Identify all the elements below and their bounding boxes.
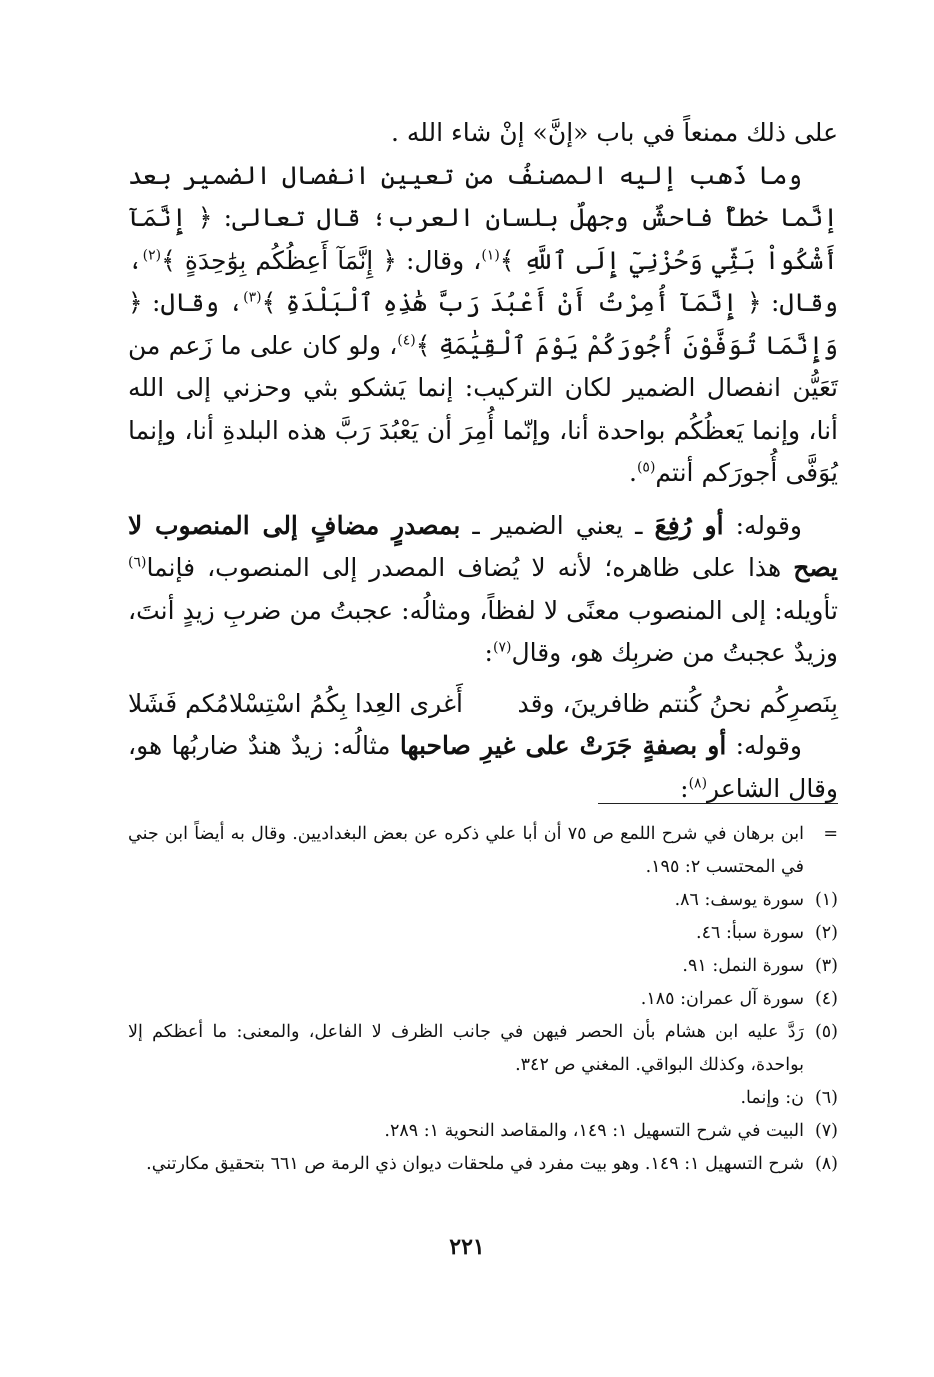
text-span: تأويله: إلى المنصوب معنًى لا لفظاً، ومثالُه: عجبتُ من ضربِ زيدٍ أنتَ، وزيدٌ عجبتُ من ضربِك هو، وقال [128, 595, 838, 667]
quoted-term: أو بصفةٍ جَرَتْ على غيرِ صاحبها [399, 731, 727, 760]
footnote-number: (٨) [814, 1154, 838, 1174]
footnote-text: ابن برهان في شرح اللمع ص ٧٥ أن أبا علي ذكره عن بعض البغداديين. وقال به أيضاً ابن جني في المحتسب ٢: ١٩٥. [128, 824, 804, 877]
footnote-number: (١) [814, 890, 838, 910]
footnote-ref[interactable]: (٤) [397, 332, 416, 349]
footnote-number: (٥) [814, 1022, 838, 1042]
text-span: . [629, 458, 637, 487]
footnote [128, 1016, 838, 1082]
footnote-number: = [823, 824, 838, 844]
paragraph-1 [128, 112, 838, 155]
text-span: وقوله: [726, 731, 802, 760]
text-span: ، وقال: ﴿ وَإِنَّمَا تُوَفَّوْنَ أُجُورَكُمْ يَوْمَ ٱلْقِيَٰمَةِ ﴾ [128, 288, 838, 360]
footnote-number: (٣) [814, 956, 838, 976]
text-span: ، وقال: ﴿ إِنَّمَآ أَعِظُكُم بِوَٰحِدَةٍ ﴾ [161, 245, 482, 275]
footnote-ref[interactable]: (٧) [492, 639, 512, 656]
footnote-number: (٤) [814, 989, 838, 1009]
footnote-text: شرح التسهيل ١: ١٤٩. وهو بيت مفرد في ملحقات ديوان ذي الرمة ص ٦٦١ بتحقيق مكارتني. [146, 1154, 804, 1174]
quoted-term: أو رُفِعَ [654, 510, 724, 540]
footnote-ref[interactable]: (١) [481, 247, 500, 264]
footnote-text: سورة آل عمران: ١٨٥. [640, 989, 804, 1009]
verse-first-hemistich: بِنَصرِكُم نحنُ كُنتم ظافرينَ، وقد [517, 688, 838, 718]
text-span: هذا على ظاهره؛ لأنه لا يُضاف المصدر إلى المنصوب، فإنما [146, 553, 794, 582]
text-span: ، ولو كان على ما زَعم من تَعَيُّن انفصال الضمير لكان التركيب: إنما يَشكو بثي وحزني إلى الله أنا، وإنما يَعظُكُم بواحدة أنا، وإنّما أُمِرَ أن يَعْبُدَ رَبَّ هذه البلدةِ أنا، وإنما يُوَفَّى أُجورَكم أنتم [128, 330, 838, 487]
text-span: : [680, 773, 689, 803]
footnote-text: رَدَّ عليه ابن هشام بأن الحصر فيهن في جانب الظرف لا الفاعل، والمعنى: ما أعظكم إلا بواحدة، وكذلك البواقي. المغني ص ٣٤٢. [128, 1022, 804, 1075]
footnote-number: (٢) [814, 923, 838, 943]
paragraph-3 [128, 505, 838, 675]
footnote-number: (٦) [814, 1088, 838, 1108]
footnote-text: البيت في شرح التسهيل ١: ١٤٩، والمقاصد النحوية ١: ٢٨٩. [384, 1121, 804, 1141]
paragraph-2 [128, 155, 838, 495]
footnote [128, 917, 838, 950]
footnote-text: سورة سبأ: ٤٦. [695, 923, 804, 943]
footnote [128, 1148, 838, 1181]
text-span: : [484, 638, 493, 667]
footnote [128, 818, 838, 884]
text-span: وقوله: [723, 510, 802, 540]
footnote-ref[interactable]: (٨) [688, 775, 708, 792]
text-span: مثالُه: زيدٌ هندٌ ضاربُها هو، وقال الشاعر [128, 731, 838, 803]
page-number: ٢٢١ [449, 1234, 485, 1260]
footnote-text: ن: وإنما. [740, 1088, 804, 1108]
text-span: وما ذَهب إليه المصنفُ من تعيين انفصال الضمير بعد إنَّما خطأٌ فاحشٌ وجهلٌ بلسان العرب؛ قال تعالى: ﴿ إِنَّمَآ أَشْكُواْ بَثِّي وَحُزْنِيٓ إِلَى ٱللَّهِ ﴾ [128, 160, 838, 275]
main-text [128, 112, 838, 810]
verse-second-hemistich: أَغرى العِدا بِكُمُ اسْتِسْلامُكم فَشَلا [128, 688, 463, 718]
footnote-text: سورة يوسف: ٨٦. [674, 890, 804, 910]
footnote-ref[interactable]: (٢) [142, 247, 162, 264]
footnote-ref[interactable]: (٣) [243, 289, 262, 306]
footnote [128, 950, 838, 983]
footnote [128, 983, 838, 1016]
text-span: ـ يعني الضمير ـ [460, 510, 655, 540]
paragraph-4 [128, 725, 838, 810]
footnote-number: (٧) [814, 1121, 838, 1141]
poetry-verse [128, 683, 838, 726]
footnote [128, 1115, 838, 1148]
text-span: على ذلك ممنعاً في باب «إنَّ» إنْ شاء الله . [390, 118, 838, 147]
footnote-text: سورة النمل: ٩١. [682, 956, 804, 976]
footnote-ref[interactable]: (٥) [636, 459, 656, 476]
footnote-divider [598, 803, 838, 804]
footnote-ref[interactable]: (٦) [128, 554, 147, 571]
text-span: ، وقال: ﴿ إِنَّمَآ أُمِرْتُ أَنْ أَعْبُدَ رَبَّ هَٰذِهِ ٱلْبَلْدَةِ ﴾ [128, 245, 839, 317]
footnote [128, 884, 838, 917]
footnote [128, 1082, 838, 1115]
footnotes [128, 818, 838, 1181]
quoted-term: بمصدرٍ مضافٍ إلى المنصوب لا يصح [128, 510, 838, 582]
